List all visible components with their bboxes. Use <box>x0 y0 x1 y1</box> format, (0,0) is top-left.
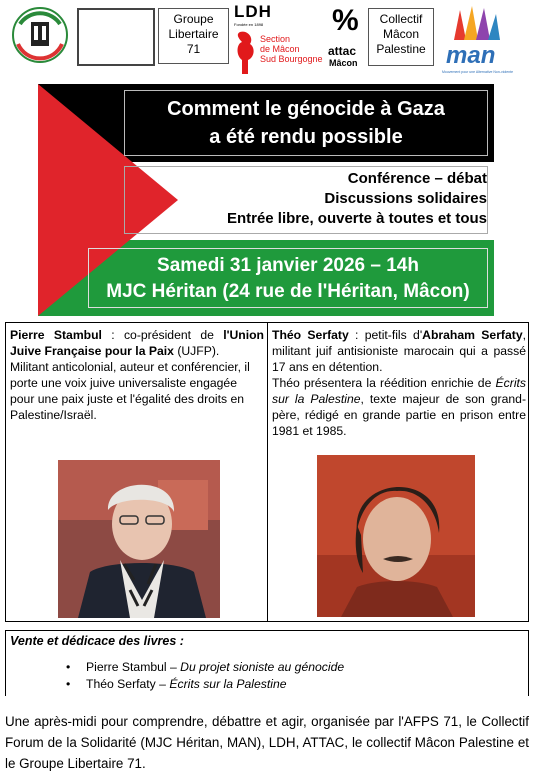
speaker-2-book: Écrits sur la Palestine <box>272 376 526 406</box>
attac-percent-icon: % <box>332 4 359 37</box>
speaker-1-org-abbr: (UJFP). <box>173 344 220 358</box>
speaker-2-bio-post: , texte majeur de son grand-père, rédigé en grande partie en prison entre 1981 et 1985. <box>272 392 526 438</box>
location-line: MJC Héritan (24 rue de l'Héritan, Mâcon) <box>106 281 470 302</box>
book-1-author: Pierre Stambul <box>86 660 167 674</box>
afps-logo <box>10 4 70 66</box>
speaker-2-rest: , militant juif antisioniste marocain qui a passé 17 ans en détention. <box>272 328 527 374</box>
attac-city: Mâcon <box>329 58 358 68</box>
title-line-2: a été rendu possible <box>209 126 403 148</box>
speaker-pierre-stambul <box>10 327 264 423</box>
organizers-footer: Une après-midi pour comprendre, débattre et agir, organisée par l'AFPS 71, le Collectif Forum de la Solidarité (MJC Héritan, MAN), LDH, ATTAC, le collectif Mâcon Palestine et le Groupe Libertaire 71. <box>5 714 529 771</box>
speaker-1-intro: : co-président de <box>101 328 224 342</box>
book-list-item <box>66 659 344 676</box>
gl-line-3: 71 <box>186 42 201 56</box>
ldh-section <box>260 34 323 64</box>
ldh-logo <box>232 2 324 78</box>
book-list <box>66 659 344 693</box>
attac-name: attac <box>328 44 357 58</box>
speaker-2-name: Théo Serfaty <box>272 328 349 342</box>
cmp-line-3: Palestine <box>376 42 426 56</box>
attac-logo <box>328 4 366 74</box>
gl-line-2: Libertaire <box>168 27 219 41</box>
speaker-2-bio-pre: Théo présentera la réédition enrichie de <box>272 376 496 390</box>
ldh-section-line-3: Sud Bourgogne <box>260 54 323 64</box>
man-tagline: Mouvement pour une Alternative Non-violente <box>442 70 514 74</box>
book-2-sep: – <box>155 677 170 691</box>
book-list-item <box>66 676 344 693</box>
ldh-section-line-2: de Mâcon <box>260 44 300 54</box>
event-date-location <box>88 248 488 308</box>
book-1-sep: – <box>166 660 181 674</box>
photo-pierre-stambul <box>58 460 220 618</box>
man-name: man <box>446 42 496 69</box>
title-line-1: Comment le génocide à Gaza <box>167 98 445 120</box>
event-info <box>124 166 488 234</box>
gl-line-1: Groupe <box>173 12 214 26</box>
book-2-title: Écrits sur la Palestine <box>169 677 287 691</box>
logo-row <box>0 0 534 84</box>
book-signing-title: Vente et dédicace des livres : <box>10 634 184 648</box>
speaker-2-intro: : petit-fils d' <box>348 328 423 342</box>
speaker-1-org: l'Union Juive Française pour la Paix <box>10 328 264 358</box>
date-line: Samedi 31 janvier 2026 – 14h <box>157 255 419 276</box>
info-line-3: Entrée libre, ouverte à toutes et tous <box>226 210 487 227</box>
hands-icon <box>450 4 502 44</box>
speaker-1-bio: Militant anticolonial, auteur et conférencier, il porte une voix juive universaliste engagée pour une paix juste et l'égalité des droits en Palestine/Israël. <box>10 360 250 422</box>
speaker-theo-serfaty <box>272 327 526 439</box>
collectif-macon-palestine-logo <box>368 8 434 66</box>
book-1-title: Du projet sioniste au génocide <box>180 660 345 674</box>
ldh-silhouette-icon <box>234 30 258 76</box>
column-divider <box>267 323 268 621</box>
book-signing-box <box>5 630 529 696</box>
info-line-2: Discussions solidaires <box>324 190 487 207</box>
book-2-author: Théo Serfaty <box>86 677 156 691</box>
palestine-flag-banner <box>38 84 494 316</box>
speaker-2-bio <box>272 375 526 439</box>
event-title <box>124 90 488 156</box>
ldh-founded: Fondée en 1898 <box>234 22 264 27</box>
speakers-table <box>5 322 529 622</box>
cmp-line-1: Collectif <box>379 12 423 26</box>
man-logo <box>440 4 532 78</box>
blank-logo-frame <box>77 8 155 66</box>
cmp-line-2: Mâcon <box>382 27 420 41</box>
ldh-name: LDH <box>234 2 272 21</box>
info-line-1: Conférence – débat <box>347 170 487 187</box>
speaker-1-name: Pierre Stambul <box>10 328 102 342</box>
ldh-section-line-1: Section <box>260 34 291 44</box>
speaker-2-relative: Abraham Serfaty <box>422 328 523 342</box>
photo-theo-serfaty <box>317 455 475 617</box>
groupe-libertaire-logo <box>158 8 229 64</box>
